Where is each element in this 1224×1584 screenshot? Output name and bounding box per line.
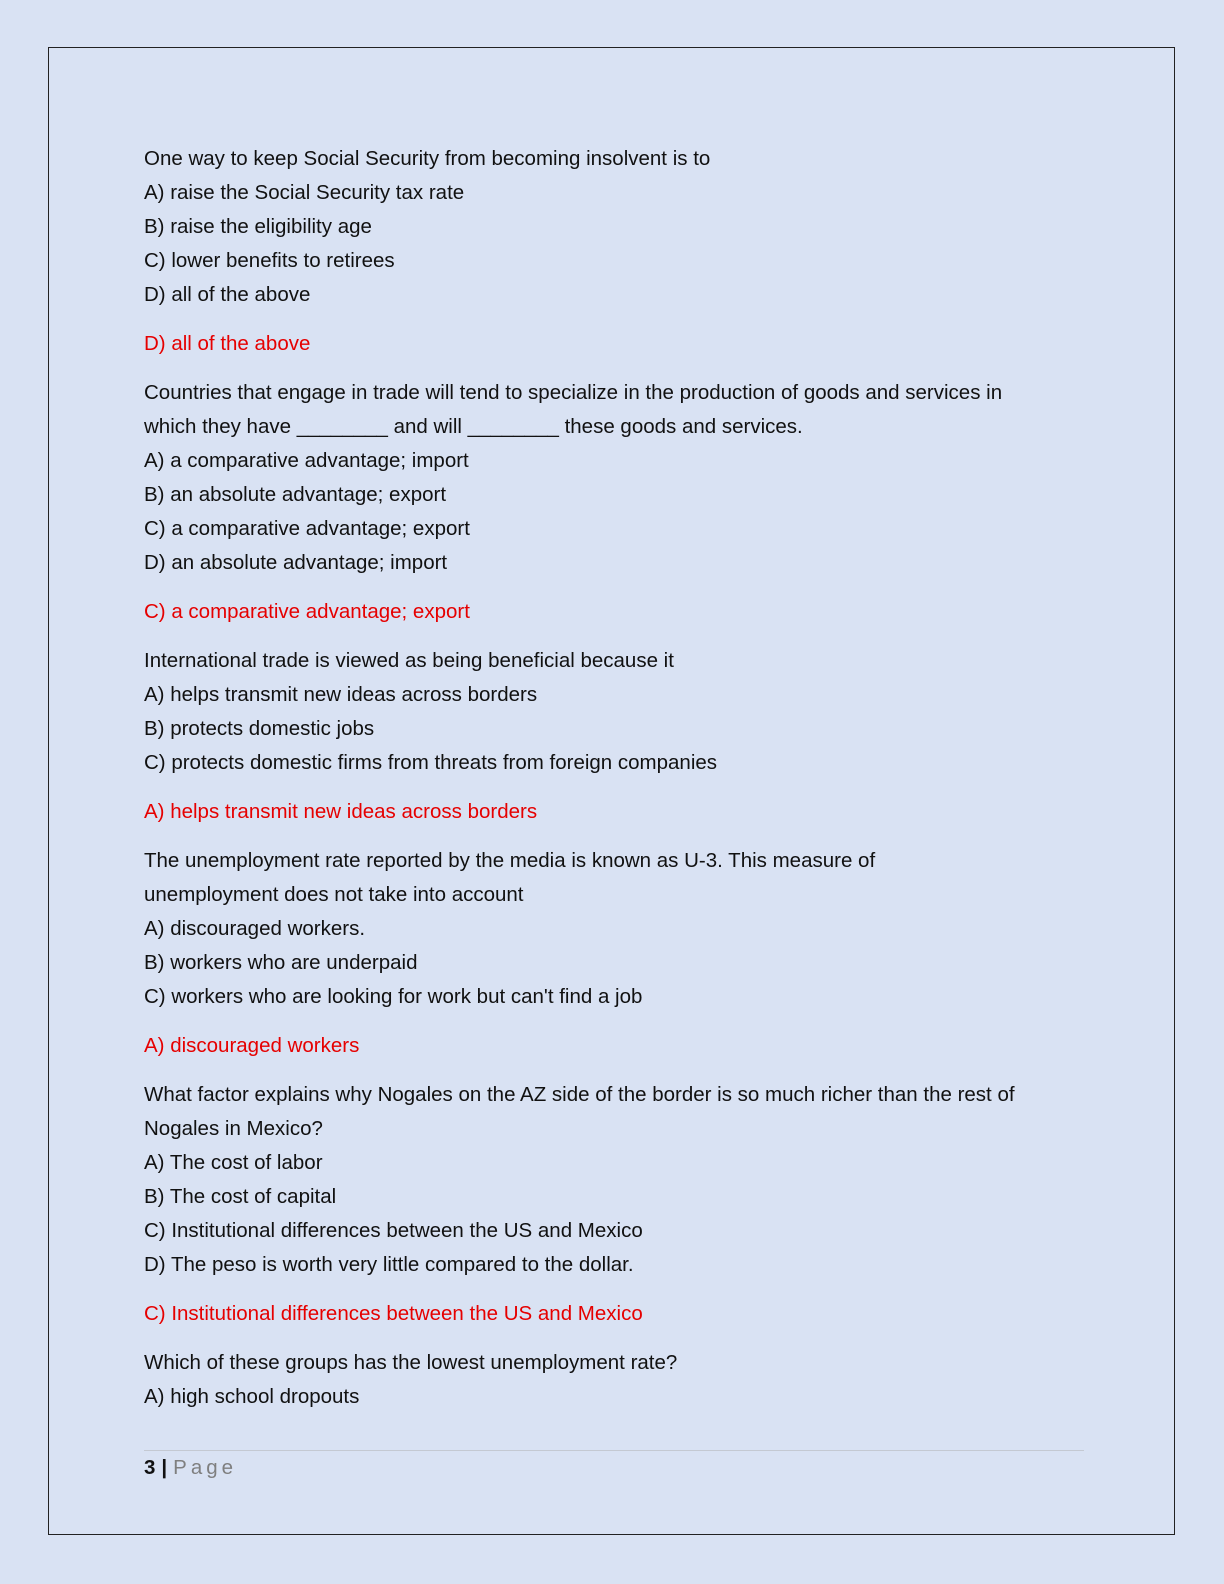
answer-text: C) a comparative advantage; export	[144, 600, 470, 623]
page-footer	[144, 1454, 237, 1482]
answer-text: A) discouraged workers	[144, 1034, 360, 1057]
question-block	[144, 376, 1084, 580]
option-a: A) helps transmit new ideas across borders	[144, 683, 538, 706]
question-stem: Which of these groups has the lowest unemployment rate?	[144, 1351, 678, 1374]
question-block	[144, 1078, 1084, 1282]
option-c: C) protects domestic firms from threats from foreign companies	[144, 751, 718, 774]
question-block	[144, 1346, 1084, 1414]
option-b: B) The cost of capital	[144, 1185, 337, 1208]
question-block	[144, 142, 1084, 312]
question-block	[144, 844, 1084, 1014]
answer-text: C) Institutional differences between the US and Mexico	[144, 1302, 643, 1325]
option-c: C) lower benefits to retirees	[144, 249, 395, 272]
option-b: B) raise the eligibility age	[144, 215, 372, 238]
question-stem-continued: which they have ________ and will ________ these goods and services.	[144, 415, 803, 438]
question-stem: Countries that engage in trade will tend to specialize in the production of goods and services in	[144, 381, 1003, 404]
document-content	[144, 142, 1084, 1429]
question-stem-continued: Nogales in Mexico?	[144, 1117, 323, 1140]
question-block	[144, 644, 1084, 780]
footer-separator: |	[161, 1456, 168, 1479]
option-b: B) protects domestic jobs	[144, 717, 375, 740]
option-a: A) The cost of labor	[144, 1151, 323, 1174]
option-d: D) all of the above	[144, 283, 311, 306]
question-stem: International trade is viewed as being beneficial because it	[144, 649, 674, 672]
question-stem-continued: unemployment does not take into account	[144, 883, 524, 906]
question-stem: What factor explains why Nogales on the AZ side of the border is so much richer than the rest of	[144, 1083, 1015, 1106]
option-c: C) workers who are looking for work but can't find a job	[144, 985, 643, 1008]
answer-text: D) all of the above	[144, 332, 311, 355]
option-a: A) discouraged workers.	[144, 917, 366, 940]
option-a: A) high school dropouts	[144, 1385, 360, 1408]
option-b: B) an absolute advantage; export	[144, 483, 447, 506]
option-c: C) a comparative advantage; export	[144, 517, 470, 540]
option-d: D) The peso is worth very little compared to the dollar.	[144, 1253, 634, 1276]
page-number: 3	[144, 1456, 156, 1479]
option-c: C) Institutional differences between the US and Mexico	[144, 1219, 643, 1242]
option-a: A) raise the Social Security tax rate	[144, 181, 465, 204]
answer-text: A) helps transmit new ideas across borders	[144, 800, 538, 823]
option-d: D) an absolute advantage; import	[144, 551, 448, 574]
question-stem: One way to keep Social Security from becoming insolvent is to	[144, 147, 711, 170]
option-b: B) workers who are underpaid	[144, 951, 418, 974]
question-stem: The unemployment rate reported by the media is known as U-3. This measure of	[144, 849, 876, 872]
page-label: Page	[173, 1456, 238, 1479]
option-a: A) a comparative advantage; import	[144, 449, 469, 472]
footer-divider	[144, 1450, 1084, 1451]
